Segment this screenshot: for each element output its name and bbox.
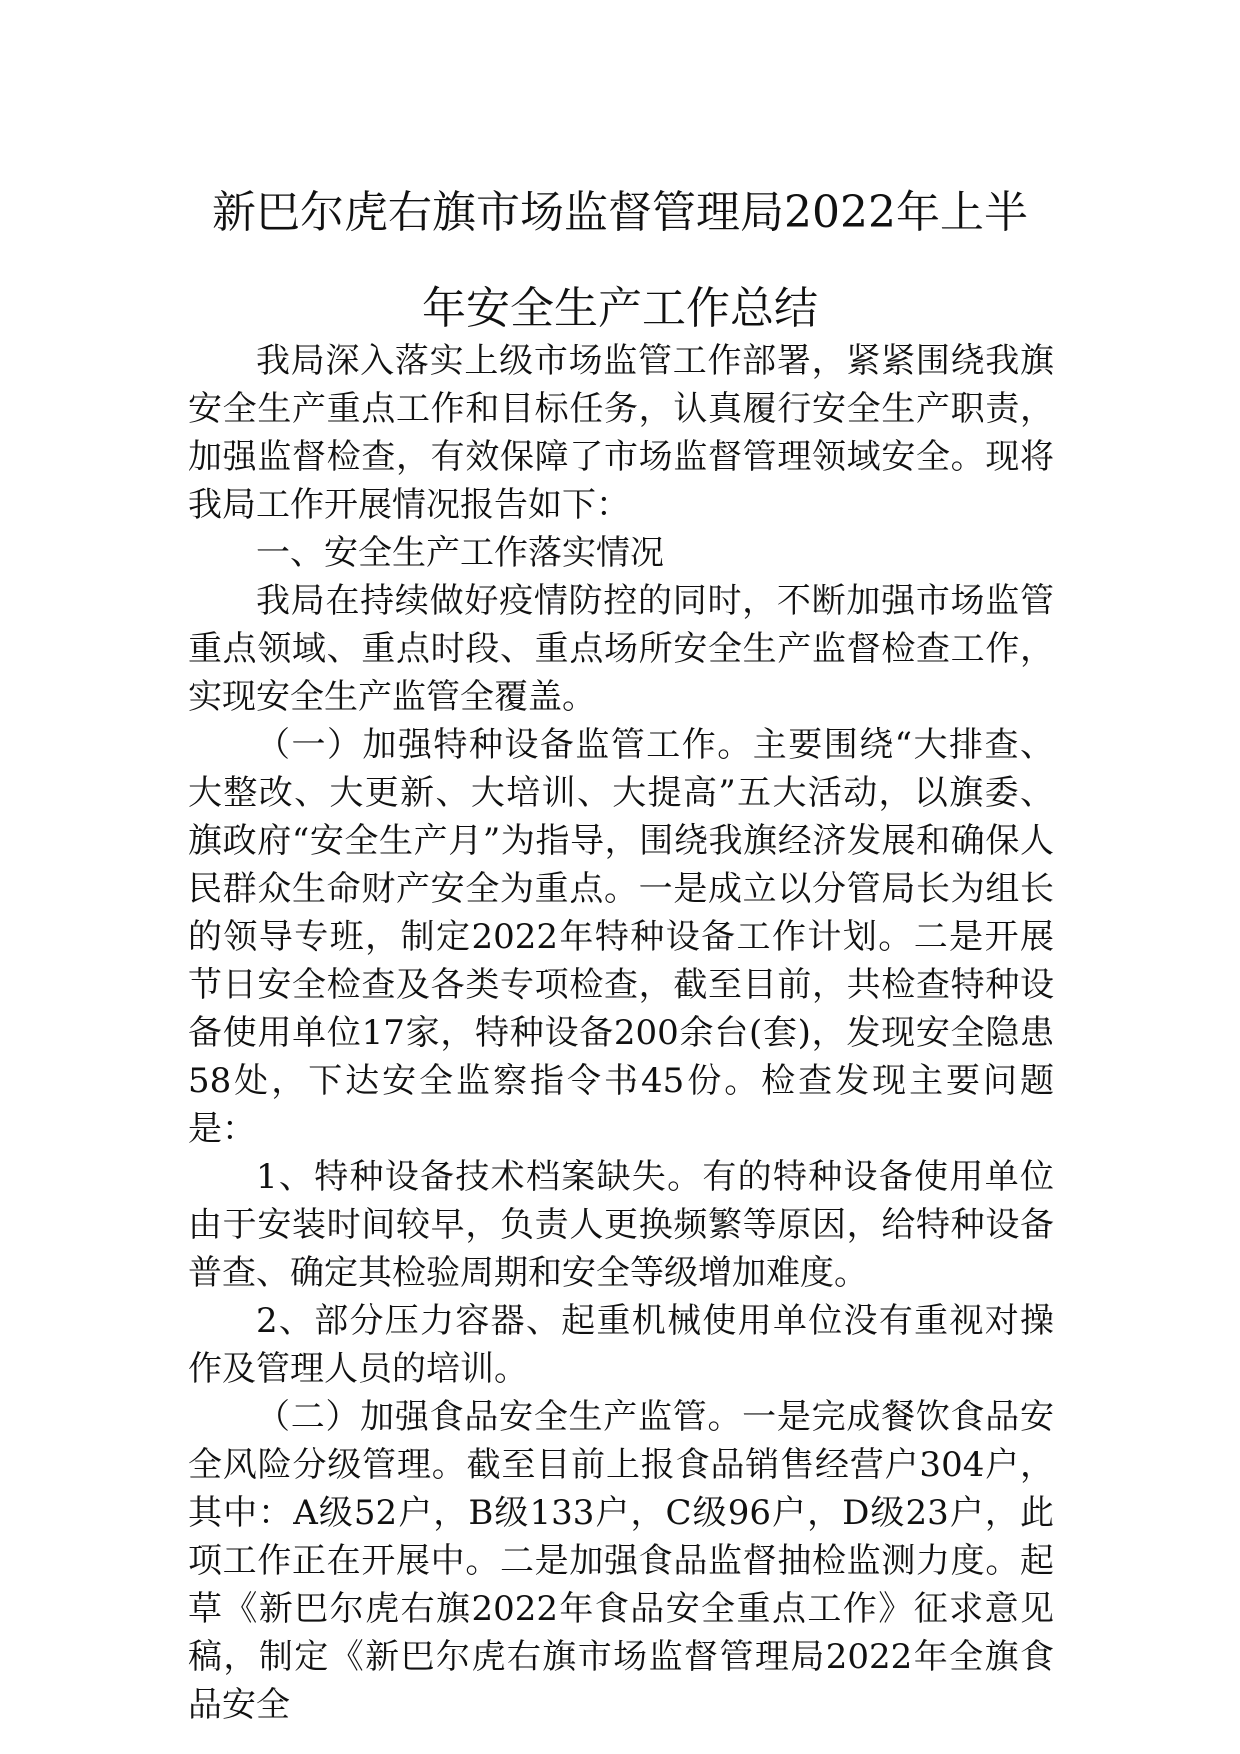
section-heading-1: 一、安全生产工作落实情况 bbox=[256, 533, 664, 573]
intro-paragraph: 我局深入落实上级市场监管工作部署，紧紧围绕我旗安全生产重点工作和目标任务，认真履行安全生产职责，加强监督检查，有效保障了市场监督管理领域安全。现将我局工作开展情况报告如下： bbox=[188, 341, 1054, 525]
section-1-paragraph: 我局在持续做好疫情防控的同时，不断加强市场监管重点领域、重点时段、重点场所安全生产监督检查工作，实现安全生产监管全覆盖。 bbox=[188, 581, 1054, 717]
problem-item-1: 1、特种设备技术档案缺失。有的特种设备使用单位由于安装时间较早，负责人更换频繁等原因，给特种设备普查、确定其检验周期和安全等级增加难度。 bbox=[188, 1157, 1054, 1293]
title-line-2: 年安全生产工作总结 bbox=[422, 283, 818, 334]
subsection-1-paragraph: （一）加强特种设备监管工作。主要围绕“大排查、大整改、大更新、大培训、大提高”五大活动，以旗委、旗政府“安全生产月”为指导，围绕我旗经济发展和确保人民群众生命财产安全为重点。一是成立以分管局长为组长的领导专班，制定2022年特种设备工作计划。二是开展节日安全检查及各类专项检查，截至目前，共检查特种设备使用单位17家，特种设备200余台(套)，发现安全隐患58处，下达安全监察指令书45份。检查发现主要问题是： bbox=[188, 725, 1054, 1149]
title-line-1: 新巴尔虎右旗市场监督管理局2022年上半 bbox=[212, 187, 1028, 238]
document-title bbox=[180, 165, 1060, 357]
subsection-2-paragraph: （二）加强食品安全生产监管。一是完成餐饮食品安全风险分级管理。截至目前上报食品销售经营户304户，其中：A级52户，B级133户，C级96户，D级23户，此项工作正在开展中。二是加强食品监督抽检监测力度。起草《新巴尔虎右旗2022年食品安全重点工作》征求意见稿，制定《新巴尔虎右旗市场监督管理局2022年全旗食品安全 bbox=[188, 1397, 1054, 1725]
problem-item-2: 2、部分压力容器、起重机械使用单位没有重视对操作及管理人员的培训。 bbox=[188, 1301, 1054, 1389]
document-body bbox=[188, 337, 1054, 1729]
